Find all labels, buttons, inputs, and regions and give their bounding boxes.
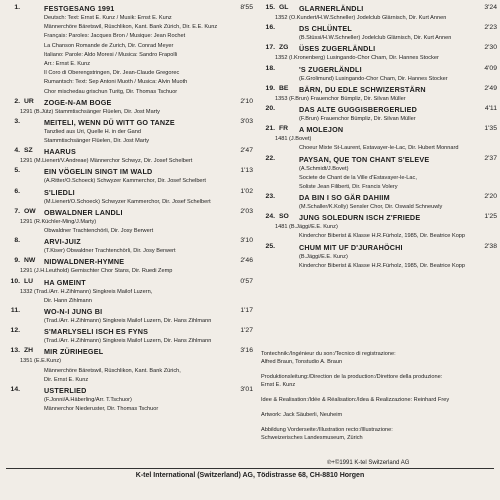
track-header <box>6 278 253 288</box>
track-entry <box>261 105 497 124</box>
track-credit-line: (Trad./Arr. H.Zihlmann) Singkreis Mailof Luzern, Dir. Hans Zihlmann <box>44 317 212 324</box>
track-duration: 4'11 <box>484 104 497 112</box>
track-title: CHUM MIT UF D'JURAHÖCHI <box>299 242 403 252</box>
track-duration: 2'38 <box>484 242 497 250</box>
track-credit-line: (F.Brun) Frauenchor Bümpliz, Dir. Silvan Müller <box>299 115 416 122</box>
track-credit-line: Societe de Chant de la Ville d'Estavayer-le-Lac, <box>299 174 417 181</box>
track-entry <box>261 193 497 212</box>
track-title: USTERLIED <box>44 385 87 395</box>
track-title: DS CHLÜNTEL <box>299 24 352 34</box>
track-header <box>6 257 253 267</box>
track-number: 9. <box>14 257 20 265</box>
track-duration: 0'57 <box>240 277 253 285</box>
track-credit-line: Soliste Jean Filiberti, Dir. Francis Volery <box>299 183 398 190</box>
track-header <box>261 213 497 223</box>
track-credit-line: 1291 (R.Küchler-Ming/J.Marty) <box>20 218 97 225</box>
track-duration: 2'03 <box>240 207 253 215</box>
track-credit-line: Männerchöre Bäretswil, Rüschlikon, Kant. Bank Zürich, Dir. E.E. Kunz <box>44 24 218 31</box>
track-number: 21. <box>265 125 275 133</box>
track-credit-line: Français: Paroles: Jacques Bron / Musique: Jean Rochet <box>44 33 186 40</box>
track-number: 8. <box>14 237 20 245</box>
track-header <box>261 193 497 203</box>
footer-divider <box>6 468 494 469</box>
track-credit-line: 1481 (B.Jäggi/E.E. Kunz) <box>275 224 338 231</box>
track-credit-line: Italiano: Parole: Aldo Moresi / Musica: Sandro Frapolli <box>44 51 178 58</box>
track-header <box>261 44 497 54</box>
track-number: 11. <box>10 306 20 314</box>
track-duration: 3'03 <box>240 117 253 125</box>
track-title: 'S ZUGERLÄNDLI <box>299 64 362 74</box>
track-entry <box>6 257 253 276</box>
track-number: 3. <box>14 117 20 125</box>
track-credit-line: Choeur Mixte St-Laurent, Estavayer-le-Lac, Dir. Hubert Monnard <box>299 145 459 152</box>
track-entry <box>6 347 253 385</box>
track-duration: 2'30 <box>484 44 497 52</box>
track-credit-line: Stammtischsänger Flüelen, Dir. Jost Marty <box>44 138 150 145</box>
credit-entry: Idee & Realisation:/Idée & Réalisation:/Idea & Realizzazione: Reinhard Frey <box>261 397 450 403</box>
track-header <box>6 118 253 128</box>
track-credit-line: 1332 (Trad./Arr. H.Zihlmann) Singkreis Mailof Luzern, <box>20 288 153 295</box>
copyright-notice: ℗+©1991 K-tel Switzerland AG <box>327 460 410 466</box>
track-title: ÜSES ZUGERLÄNDLI <box>299 44 376 54</box>
track-title: ARVI-JUIZ <box>44 237 81 247</box>
track-header <box>6 237 253 247</box>
track-entry <box>261 24 497 43</box>
track-entry <box>261 213 497 241</box>
track-number: 25. <box>265 242 275 250</box>
canton-code: LU <box>24 277 34 285</box>
track-credit-line: 1352 (I.Kronenberg) Lusingando-Chor Cham, Dir. Hannes Stocker <box>275 55 439 62</box>
track-duration: 1'17 <box>240 306 253 314</box>
track-duration: 3'10 <box>240 237 253 245</box>
canton-code: FR <box>279 125 289 133</box>
track-credit-line: Dir. Ernst E. Kunz <box>44 376 89 383</box>
track-title: FESTGESANG 1991 <box>44 4 115 13</box>
track-number: 7. <box>14 207 20 215</box>
track-header <box>6 167 253 177</box>
track-title: S'LIEDLI <box>44 187 75 197</box>
track-entry <box>261 125 497 153</box>
canton-code: OW <box>24 207 36 215</box>
track-entry <box>6 307 253 326</box>
credit-entry: Abbildung Vorderseite:/Illustration recto:/Illustrazione: Schweizerisches Landesmuseum, Zürich <box>261 427 393 441</box>
track-title: JUNG SOLEDURN ISCH Z'FRIEDE <box>299 213 421 223</box>
track-header <box>261 125 497 135</box>
track-header <box>261 85 497 95</box>
canton-code: UR <box>24 97 34 105</box>
canton-code: ZH <box>24 347 34 355</box>
track-credit-line: (M.Schaller/K.Kolly) Sensler Chor, Dir. Oswald Schneuwly <box>299 204 443 211</box>
track-credit-line: Männerchor Niederuster, Dir. Thomas Tschuor <box>44 406 159 413</box>
track-credit-line: Chor mischedau grischun Turitg, Dir. Thomas Tschuor <box>44 88 178 95</box>
track-credit-line: 1353 (F.Brun) Frauenchor Bümpliz, Dir. Silvan Müller <box>275 95 406 102</box>
track-header <box>261 105 497 115</box>
track-number: 15. <box>265 4 275 11</box>
track-title: BÄRN, DU EDLE SCHWIZERSTÄRN <box>299 84 426 94</box>
track-duration: 1'13 <box>240 167 253 175</box>
track-title: GLARNERLÄNDLI <box>299 4 364 13</box>
track-credit-line: (M.Lienert/O.Schoeck) Schwyzer Kammerchor, Dir. Josef Schelbert <box>44 198 211 205</box>
track-number: 12. <box>10 327 20 335</box>
track-title: ZOGE-N-AM BOGE <box>44 97 112 107</box>
track-credit-line: Kinderchor Biberist & Klasse H.R.Fürholz, 1985, Dir. Beatrice Kopp <box>299 233 466 240</box>
track-credit-line: La Chanson Romande de Zurich, Dir. Conrad Meyer <box>44 42 174 49</box>
track-duration: 3'16 <box>240 347 253 355</box>
track-number: 6. <box>14 187 20 195</box>
track-title: EIN VÖGELIN SINGT IM WALD <box>44 167 153 177</box>
track-entry <box>6 167 253 186</box>
track-credit-line: Arr.: Ernst E. Kunz <box>44 60 91 67</box>
track-credit-line: 1351 (E.E.Kunz) <box>20 358 62 365</box>
track-duration: 4'09 <box>484 64 497 72</box>
track-number: 13. <box>10 347 20 355</box>
track-header <box>6 327 253 337</box>
track-number: 23. <box>265 193 275 201</box>
track-duration: 2'37 <box>484 154 497 162</box>
track-credit-line: Obwaldner Trachtenchörli, Dir. Josy Berwert <box>44 228 154 234</box>
track-credit-line: (A.Ritter/O.Schoeck) Schwyzer Kammerchor, Dir. Josef Schelbert <box>44 178 206 185</box>
track-number: 2. <box>14 97 20 105</box>
track-title: WO-N-I JUNG BI <box>44 306 103 316</box>
canton-code: NW <box>24 257 36 265</box>
track-header <box>261 4 497 14</box>
track-title: PAYSAN, QUE TON CHANT S'ELEVE <box>299 154 430 164</box>
track-credit-line: Männerchöre Bäretswil, Rüschlikon, Kant. Bank Zürich, <box>44 367 181 374</box>
track-credit-line: 1352 (O.Kundert/H.W.Schneller) Jodelclub Glärnisch, Dir. Kurt Annen <box>275 15 447 21</box>
track-duration: 1'27 <box>240 327 253 335</box>
track-entry <box>6 386 253 414</box>
track-credit-line: Kinderchor Biberist & Klasse H.R.Fürholz, 1985, Dir. Beatrice Kopp <box>299 262 466 269</box>
track-header <box>6 4 253 14</box>
credit-entry: Artwork: Jack Säuberli, Neuheim <box>261 412 343 418</box>
track-title: HA GMEINT <box>44 277 86 287</box>
track-credit-line: 1291 (J.H.Leuthold) Gemischter Chor Stans, Dir. Ruedi Zemp <box>20 268 173 275</box>
track-number: 16. <box>265 24 275 32</box>
track-number: 5. <box>14 167 20 175</box>
track-number: 18. <box>265 64 275 72</box>
track-entry <box>6 4 253 97</box>
track-credit-line: 1291 (M.Lienert/V.Andreae) Männerchor Schwyz, Dir. Josef Schelbert <box>20 158 193 165</box>
track-header <box>6 347 253 357</box>
track-header <box>6 386 253 396</box>
track-number: 24. <box>265 213 275 221</box>
track-title: MIR ZÜRIHEGEL <box>44 347 104 357</box>
track-entry <box>261 65 497 84</box>
canton-code: SZ <box>24 147 33 155</box>
credit-entry: Tontechnik:/Ingénieur du son:/Tecnico di registrazione: Alfred Braun, Tonstudio A. Braun <box>261 351 396 365</box>
track-credit-line: 1481 (J.Bovet) <box>275 136 312 143</box>
track-entry <box>6 118 253 146</box>
track-duration: 2'49 <box>484 84 497 92</box>
track-number: 19. <box>265 84 275 92</box>
track-title: MEITELI, WENN DÜ WITT GO TANZE <box>44 117 175 127</box>
track-credit-line: (B.Stüssi/H.W.Schneller) Jodelclub Glärnisch, Dir. Kurt Annen <box>299 35 452 42</box>
track-duration: 1'25 <box>484 213 497 221</box>
track-credit-line: Tanzlied aus Uri, Quelle H. in der Gand <box>44 128 142 135</box>
track-credit-line: (A.Schmidt/J.Bovet) <box>299 165 349 172</box>
canton-code: SO <box>279 213 289 221</box>
track-title: NIDWALDNER-HYMNE <box>44 257 125 267</box>
track-number: 1. <box>14 4 20 11</box>
track-credit-line: 1291 (B.Jütz) Stammtischsänger Flüelen, Dir. Jost Marty <box>20 108 160 115</box>
track-duration: 3'01 <box>240 385 253 393</box>
track-entry <box>6 278 253 306</box>
track-entry <box>6 237 253 256</box>
track-title: DA BIN I SO GÄR DAHIIM <box>299 193 390 203</box>
track-credit-line: (B.Jäggi/E.E. Kunz) <box>299 253 348 260</box>
track-credit-line: Deutsch: Text: Ernst E. Kunz / Musik: Ernst E. Kunz <box>44 15 172 21</box>
track-title: HAARUS <box>44 147 76 157</box>
track-entry <box>261 44 497 63</box>
track-entry <box>6 188 253 207</box>
track-duration: 2'23 <box>484 24 497 32</box>
track-credit-line: (E.Grolimund) Lusingando-Chor Cham, Dir. Hannes Stocker <box>299 75 448 82</box>
track-number: 14. <box>10 385 20 393</box>
track-number: 4. <box>14 147 20 155</box>
tracklist-left-column <box>6 4 253 415</box>
track-entry <box>6 208 253 236</box>
track-number: 20. <box>265 104 275 112</box>
track-header <box>261 24 497 34</box>
tracklist-right-column <box>261 4 497 272</box>
track-header <box>6 147 253 157</box>
track-entry <box>261 4 497 23</box>
track-entry <box>261 155 497 193</box>
track-header <box>6 307 253 317</box>
track-duration: 1'35 <box>484 125 497 133</box>
track-entry <box>6 98 253 117</box>
track-title: DAS ALTE GUGGISBERGERLIED <box>299 104 418 114</box>
track-duration: 1'02 <box>240 187 253 195</box>
canton-code: GL <box>279 4 289 11</box>
track-title: OBWALDNER LANDLI <box>44 207 123 217</box>
track-title: S'MARLYSELI ISCH ES FYNS <box>44 327 149 337</box>
track-entry <box>6 327 253 346</box>
track-credit-line: Dir. Hann Zihlmann <box>44 297 92 304</box>
track-entry <box>261 85 497 104</box>
track-header <box>261 243 497 253</box>
track-duration: 3'24 <box>484 4 497 11</box>
track-duration: 2'47 <box>240 147 253 155</box>
track-credit-line: Rumantsch: Text: Sep Antoni Muoth / Musica: Alvin Muoth <box>44 79 188 86</box>
track-duration: 2'20 <box>484 193 497 201</box>
track-credit-line: Il Coro di Oberengstringen, Dir. Jean-Claude Gregorec <box>44 70 180 77</box>
track-credit-line: (T.Kiser) Obwaldner Trachtenchörli, Dir. Josy Berwert <box>44 248 176 255</box>
track-header <box>6 98 253 108</box>
track-header <box>261 65 497 75</box>
track-header <box>6 188 253 198</box>
track-number: 17. <box>265 44 275 52</box>
track-header <box>6 208 253 218</box>
track-duration: 8'55 <box>240 4 253 11</box>
track-duration: 2'46 <box>240 257 253 265</box>
canton-code: BE <box>279 84 289 92</box>
publisher-footer: K-tel International (Switzerland) AG, Tödistrasse 68, CH-8810 Horgen <box>135 472 365 479</box>
track-entry <box>6 147 253 166</box>
track-entry <box>261 243 497 271</box>
track-duration: 2'10 <box>240 97 253 105</box>
credits-block <box>261 350 497 449</box>
track-credit-line: (Trad./Arr. H.Zihlmann) Singkreis Mailof Luzern, Dir. Hans Zihlmann <box>44 338 212 345</box>
credit-entry: Produktionsleitung:/Direction de la production:/Direttore della produzione: Ernst E. Kunz <box>261 374 443 388</box>
track-number: 22. <box>265 154 275 162</box>
track-title: A MOLEJON <box>299 125 344 135</box>
track-header <box>261 155 497 165</box>
canton-code: ZG <box>279 44 289 52</box>
track-credit-line: (F.Jonni/A.Häberling/Arr. T.Tschuor) <box>44 396 132 403</box>
track-number: 10. <box>10 277 20 285</box>
